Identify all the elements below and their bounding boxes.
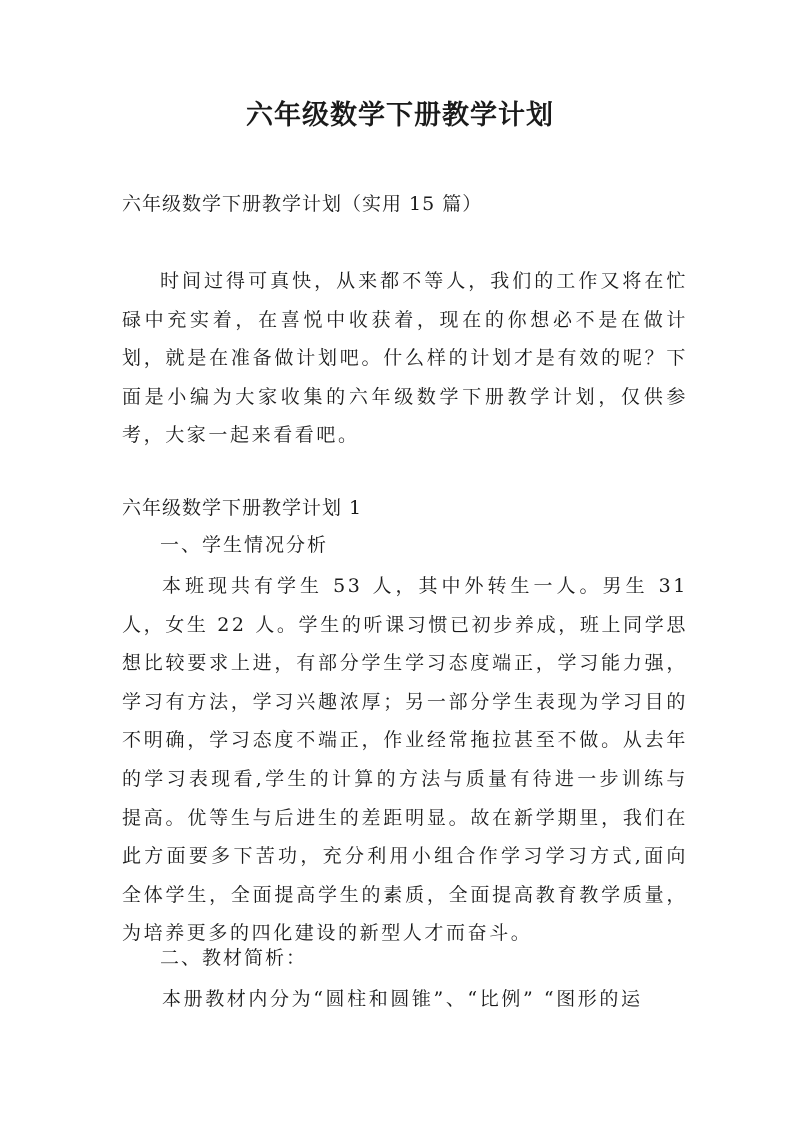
section-title: 六年级数学下册教学计划 1 <box>122 497 363 519</box>
document-subtitle: 六年级数学下册教学计划（实用 15 篇） <box>122 193 483 215</box>
intro-paragraph: 时间过得可真快，从来都不等人，我们的工作又将在忙碌中充实着，在喜悦中收获着，现在的你想必不是在做计划，就是在准备做计划吧。什么样的计划才是有效的呢？下面是小编为大家收集的六年级数学下册教学计划，仅供参考，大家一起来看看吧。 <box>122 270 688 446</box>
document-title: 六年级数学下册教学计划 <box>246 100 554 131</box>
textbook-analysis-paragraph: 本册教材内分为“圆柱和圆锥”、“比例” “图形的运 <box>162 988 643 1010</box>
student-analysis-paragraph: 本班现共有学生 53 人，其中外转生一人。男生 31 人，女生 22 人。学生的听课习惯已初步养成，班上同学思想比较要求上进，有部分学生学习态度端正，学习能力强，学习有方法，学习兴趣浓厚；另一部分学生表现为学习目的不明确，学习态度不端正，作业经常拖拉甚至不做。从去年的学习表现看,学生的计算的方法与质量有待进一步训练与提高。优等生与后进生的差距明显。故在新学期里，我们在此方面要多下苦功，充分利用小组合作学习学习方式,面向全体学生，全面提高学生的素质，全面提高教育教学质量，为培养更多的四化建设的新型人才而奋斗。 <box>122 575 688 945</box>
heading-textbook-analysis: 二、教材简析： <box>160 947 308 969</box>
heading-student-analysis: 一、学生情况分析 <box>160 534 329 556</box>
